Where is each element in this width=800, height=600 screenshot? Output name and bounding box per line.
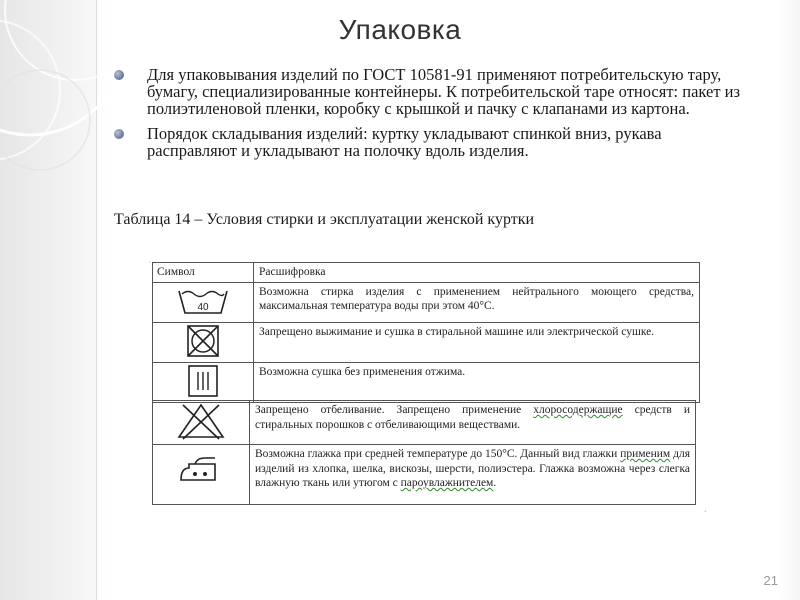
symbol-cell	[153, 401, 250, 445]
table-row	[153, 401, 696, 445]
bullet-item	[114, 125, 754, 159]
header-description: Расшифровка	[254, 263, 700, 283]
table-row	[153, 282, 700, 322]
description-text-underlined: пароувлажнителем	[400, 477, 494, 489]
table-caption: Таблица 14 – Условия стирки и эксплуатации женской куртки	[114, 211, 535, 228]
description-text: для изделий из хлопка, шелка, вискозы, шерсти, полиэстера. Глажка возможна через слегка влажную ткань или утюгом с	[255, 448, 690, 489]
bullet-text: Порядок складывания изделий: куртку укладывают спинкой вниз, рукава расправляют и укладывают на полочку вдоль изделия.	[147, 124, 662, 160]
symbol-cell	[153, 322, 254, 362]
wash-40-icon	[173, 283, 233, 319]
bullet-dot-icon	[114, 129, 124, 139]
symbol-cell	[153, 282, 254, 322]
bullet-item	[114, 66, 754, 117]
header-symbol: Символ	[153, 263, 254, 283]
description-text: средств и стиральных порошков с отбеливающими веществами.	[255, 404, 691, 431]
bullet-list	[114, 66, 754, 167]
description-cell	[250, 401, 696, 445]
description-cell: Запрещено выжимание и сушка в стиральной машине или электрической сушке.	[254, 322, 700, 362]
description-text: Запрещено отбеливание. Запрещено применение	[255, 404, 534, 416]
care-table-bottom	[152, 400, 696, 505]
wash-temperature-label: 40	[197, 301, 209, 313]
bullet-dot-icon	[114, 70, 124, 80]
table-row	[153, 445, 696, 505]
scan-mark: ˎ	[704, 503, 707, 512]
scan-mark: ˌ	[148, 254, 151, 263]
description-cell	[250, 445, 696, 505]
symbol-cell	[153, 362, 254, 402]
bullet-text: Для упаковывания изделий по ГОСТ 10581-91 применяют потребительскую тару, бумагу, специализированные контейнеры. К потребительской таре относят: пакет из полиэтиленовой пленки, коробку с крышкой и пачку с клапанами из картона.	[147, 65, 741, 118]
table-row	[153, 322, 700, 362]
table-header-row	[153, 263, 700, 283]
description-text: Возможна глажка при средней температуре до 150°С. Данный вид глажки	[255, 448, 621, 460]
no-tumble-dry-icon	[183, 323, 223, 359]
description-text: .	[493, 477, 497, 489]
symbol-cell	[153, 445, 250, 505]
no-bleach-icon	[175, 401, 227, 441]
description-cell: Возможна сушка без применения отжима.	[254, 362, 700, 402]
slide-title: Упаковка	[338, 14, 462, 45]
description-text-underlined: применим	[620, 448, 671, 460]
care-table-top	[152, 262, 700, 403]
drip-dry-icon	[183, 363, 223, 399]
description-text-underlined: хлоросодержащие	[533, 404, 623, 416]
iron-medium-icon	[175, 456, 227, 490]
page-number: 21	[763, 573, 778, 588]
table-row	[153, 362, 700, 402]
description-cell: Возможна стирка изделия с применением нейтрального моющего средства, максимальная температура воды при этом 40°С.	[254, 282, 700, 322]
